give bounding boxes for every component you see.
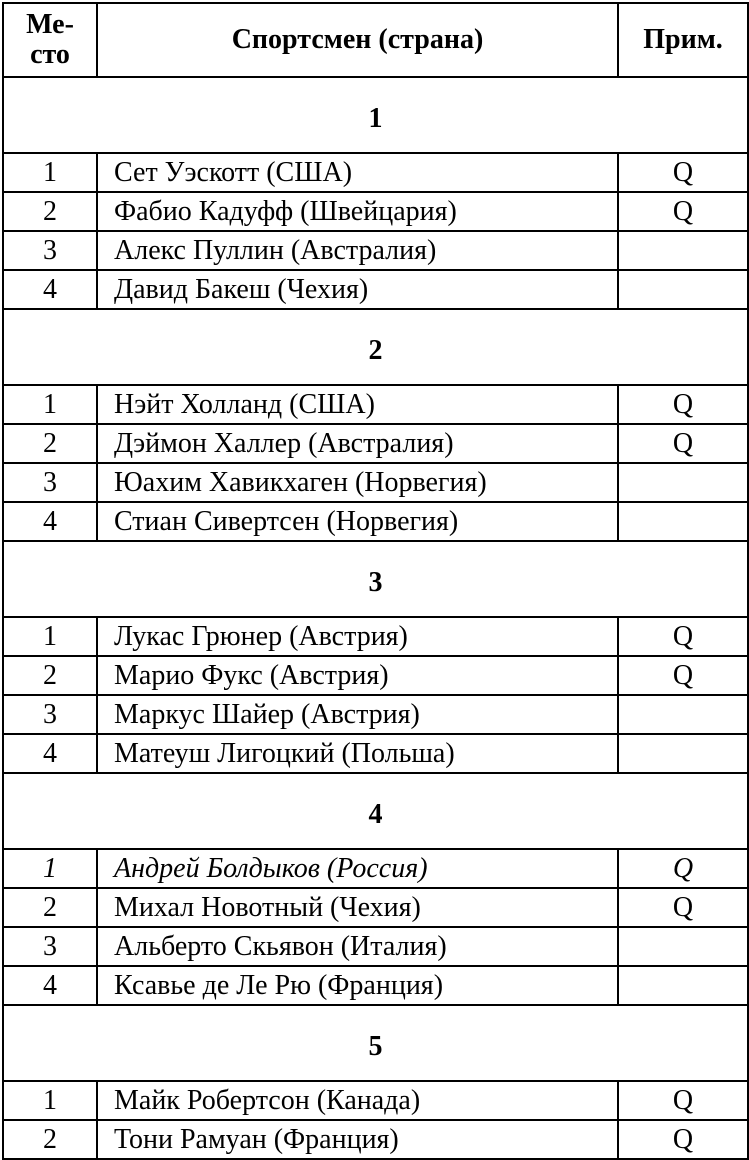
table-row [3,1081,748,1120]
header-athlete: Спортсмен (страна) [97,3,618,77]
group-label: 2 [3,309,748,385]
table-row [3,424,748,463]
table-row [3,192,748,231]
note-cell [618,966,748,1005]
note-cell [618,502,748,541]
table-row [3,927,748,966]
athlete-cell: Марио Фукс (Австрия) [97,656,618,695]
group-label: 4 [3,773,748,849]
athlete-cell: Тони Рамуан (Франция) [97,1120,618,1159]
table-row [3,695,748,734]
place-cell: 2 [3,192,97,231]
place-cell: 2 [3,888,97,927]
table-row [3,153,748,192]
note-cell: Q [618,153,748,192]
table-row [3,617,748,656]
note-cell [618,270,748,309]
place-cell: 4 [3,966,97,1005]
table-row [3,231,748,270]
athlete-cell: Андрей Болдыков (Россия) [97,849,618,888]
group-header-row [3,77,748,153]
group-header-row [3,541,748,617]
table-row [3,966,748,1005]
place-cell: 2 [3,424,97,463]
place-cell: 4 [3,270,97,309]
header-place: Ме- сто [3,3,97,77]
athlete-cell: Майк Робертсон (Канада) [97,1081,618,1120]
note-cell [618,695,748,734]
header-note: Прим. [618,3,748,77]
place-cell: 3 [3,927,97,966]
note-cell: Q [618,1120,748,1159]
place-cell: 2 [3,656,97,695]
place-cell: 1 [3,385,97,424]
athlete-cell: Стиан Сивертсен (Норвегия) [97,502,618,541]
athlete-cell: Алекс Пуллин (Австралия) [97,231,618,270]
place-cell: 1 [3,617,97,656]
note-cell: Q [618,1081,748,1120]
table-row [3,849,748,888]
athlete-cell: Матеуш Лигоцкий (Польша) [97,734,618,773]
place-cell: 2 [3,1120,97,1159]
group-header-row [3,1005,748,1081]
note-cell: Q [618,192,748,231]
athlete-cell: Давид Бакеш (Чехия) [97,270,618,309]
athlete-cell: Альберто Скьявон (Италия) [97,927,618,966]
table-body [3,77,748,1159]
athlete-cell: Юахим Хавикхаген (Норвегия) [97,463,618,502]
athlete-cell: Нэйт Холланд (США) [97,385,618,424]
note-cell [618,231,748,270]
athlete-cell: Сет Уэскотт (США) [97,153,618,192]
place-cell: 3 [3,463,97,502]
results-table [2,2,749,1160]
table-row [3,270,748,309]
table-row [3,734,748,773]
note-cell [618,927,748,966]
note-cell: Q [618,424,748,463]
group-header-row [3,773,748,849]
note-cell: Q [618,617,748,656]
group-label: 5 [3,1005,748,1081]
place-cell: 4 [3,502,97,541]
athlete-cell: Лукас Грюнер (Австрия) [97,617,618,656]
table-row [3,502,748,541]
athlete-cell: Михал Новотный (Чехия) [97,888,618,927]
athlete-cell: Дэймон Халлер (Австралия) [97,424,618,463]
group-header-row [3,309,748,385]
group-label: 1 [3,77,748,153]
place-cell: 3 [3,695,97,734]
group-label: 3 [3,541,748,617]
athlete-cell: Фабио Кадуфф (Швейцария) [97,192,618,231]
athlete-cell: Маркус Шайер (Австрия) [97,695,618,734]
note-cell [618,463,748,502]
athlete-cell: Ксавье де Ле Рю (Франция) [97,966,618,1005]
header-row [3,3,748,77]
note-cell: Q [618,849,748,888]
note-cell: Q [618,888,748,927]
table-row [3,463,748,502]
table-row [3,385,748,424]
place-cell: 1 [3,153,97,192]
note-cell: Q [618,656,748,695]
note-cell [618,734,748,773]
place-cell: 1 [3,1081,97,1120]
place-cell: 3 [3,231,97,270]
place-cell: 1 [3,849,97,888]
note-cell: Q [618,385,748,424]
place-cell: 4 [3,734,97,773]
table-row [3,888,748,927]
table-row [3,656,748,695]
table-row [3,1120,748,1159]
